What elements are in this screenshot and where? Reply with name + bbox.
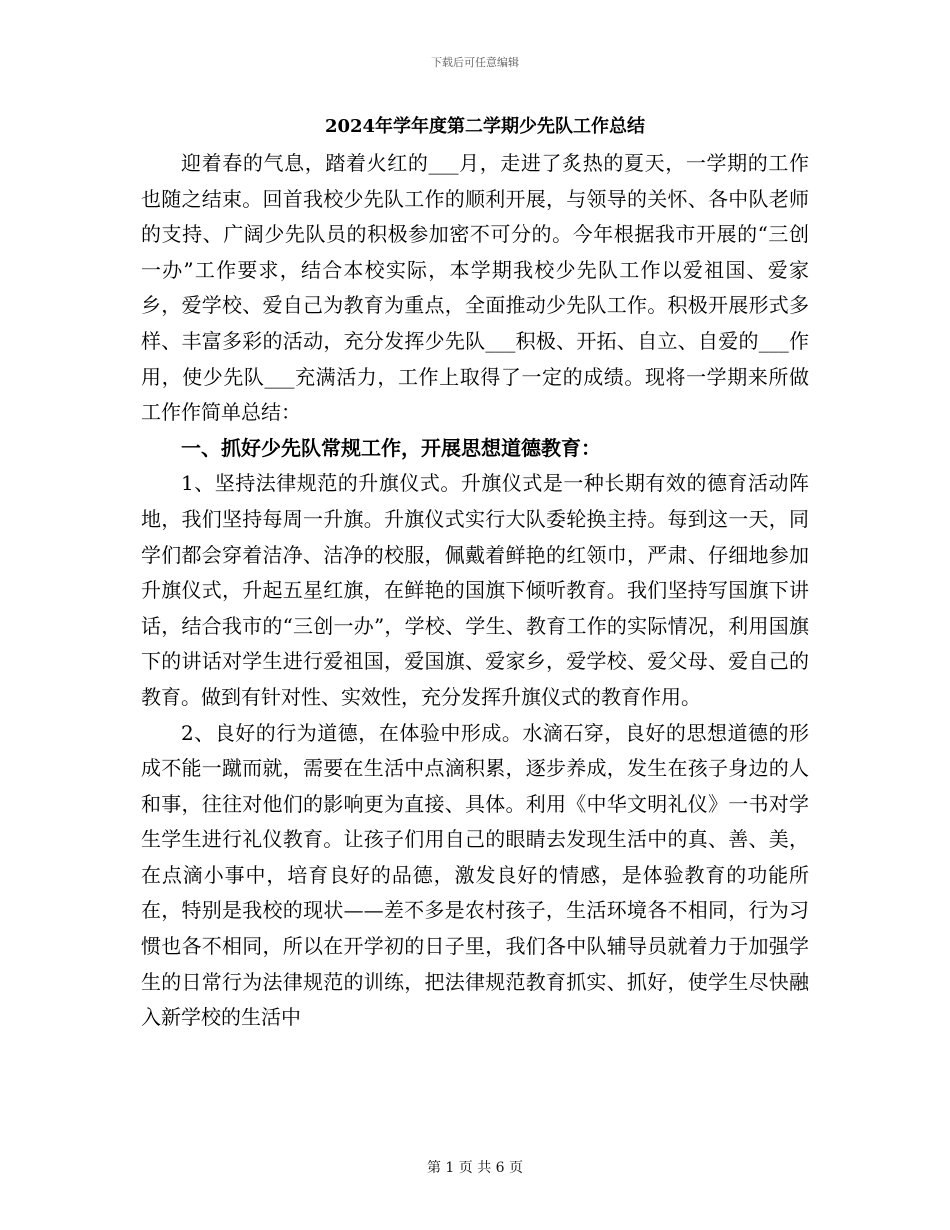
document-body xyxy=(141,112,809,1036)
paragraph-flag-ceremony: 1、坚持法律规范的升旗仪式。升旗仪式是一种长期有效的德育活动阵地，我们坚持每周一升旗。升旗仪式实行大队委轮换主持。每到这一天，同学们都会穿着洁净、洁净的校服，佩戴着鲜艳的红领巾，严肃、仔细地参加升旗仪式，升起五星红旗，在鲜艳的国旗下倾听教育。我们坚持写国旗下讲话，结合我市的“三创一办”，学校、学生、教育工作的实际情况，利用国旗下的讲话对学生进行爱祖国，爱国旗、爱家乡，爱学校、爱父母、爱自己的教育。做到有针对性、实效性，充分发挥升旗仪式的教育作用。 xyxy=(141,471,809,709)
page-number: 第 1 页 共 6 页 xyxy=(426,1160,524,1176)
header-note: 下载后可任意编辑 xyxy=(431,56,519,69)
intro-paragraph: 迎着春的气息，踏着火红的___月，走进了炙热的夏天，一学期的工作也随之结束。回首我校少先队工作的顺利开展，与领导的关怀、各中队老师的支持、广阔少先队员的积极参加密不可分的。今年根据我市开展的“三创一办”工作要求，结合本校实际，本学期我校少先队工作以爱祖国、爱家乡，爱学校、爱自己为教育为重点，全面推动少先队工作。积极开展形式多样、丰富多彩的活动，充分发挥少先队___积极、开拓、自立、自爱的___作用，使少先队___充满活力，工作上取得了一定的成绩。现将一学期来所做工作作简单总结： xyxy=(141,151,809,425)
paragraph-behavior: 2、良好的行为道德，在体验中形成。水滴石穿，良好的思想道德的形成不能一蹴而就，需要在生活中点滴积累，逐步养成，发生在孩子身边的人和事，往往对他们的影响更为直接、具体。利用《中华文明礼仪》一书对学生学生进行礼仪教育。让孩子们用自己的眼睛去发现生活中的真、善、美，在点滴小事中，培育良好的品德，激发良好的情感，是体验教育的功能所在，特别是我校的现状——差不多是农村孩子，生活环境各不相同，行为习惯也各不相同，所以在开学初的日子里，我们各中队辅导员就着力于加强学生的日常行为法律规范的训练，把法律规范教育抓实、抓好，使学生尽快融入新学校的生活中 xyxy=(141,720,809,1030)
section-heading: 一、抓好少先队常规工作，开展思想道德教育： xyxy=(181,435,601,460)
document-title: 2024年学年度第二学期少先队工作总结 xyxy=(324,116,646,137)
